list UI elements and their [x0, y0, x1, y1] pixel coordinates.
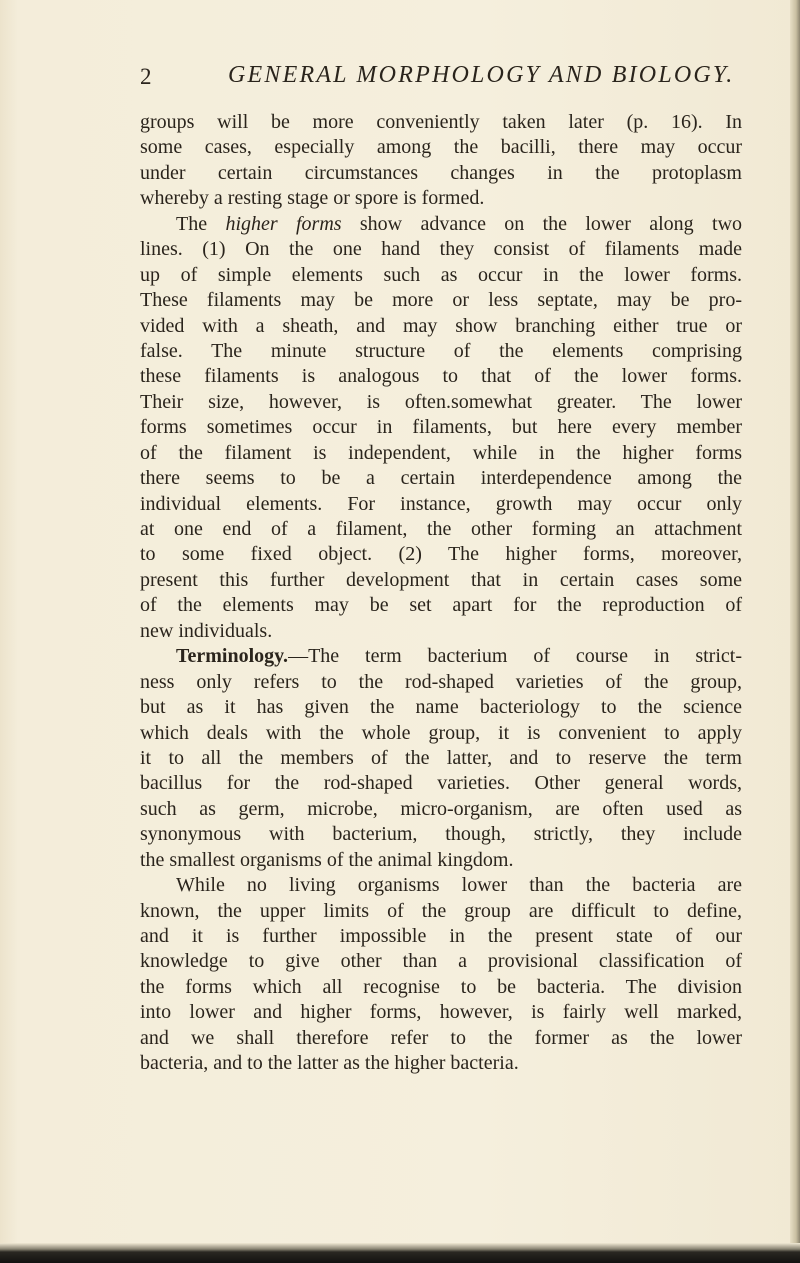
text-line: of the filament is independent, while in the higher forms — [140, 441, 742, 464]
text-line: at one end of a filament, the other forming an attachment — [140, 518, 742, 540]
text-line: such as germ, microbe, micro-organism, are often used as — [140, 797, 742, 820]
text-line: bacillus for the rod-shaped varieties. Other general words, — [140, 772, 742, 795]
text-line: forms sometimes occur in filaments, but here every member — [140, 416, 742, 439]
text-run: —The term bacterium of course in strict- — [288, 645, 742, 668]
text-line: under certain circumstances changes in the protoplasm — [140, 161, 742, 184]
body-text — [140, 110, 742, 1077]
paragraph-first-line: While no living organisms lower than the bacteria are — [176, 874, 742, 897]
text-line: vided with a sheath, and may show branching either true or — [140, 314, 742, 337]
paragraph-first-line — [140, 644, 742, 669]
text-line: these filaments is analogous to that of the lower forms. — [140, 365, 742, 388]
running-head: GENERAL MORPHOLOGY AND BIOLOGY. — [228, 62, 735, 88]
paragraph-first-line — [140, 212, 742, 237]
text-line: synonymous with bacterium, though, strictly, they include — [140, 823, 742, 846]
text-line: knowledge to give other than a provisional classification of — [140, 950, 742, 973]
text-line: the smallest organisms of the animal kingdom. — [140, 848, 514, 871]
text-line: ness only refers to the rod-shaped varieties of the group, — [140, 670, 742, 693]
text-line: but as it has given the name bacteriology to the science — [140, 696, 742, 719]
text-line: into lower and higher forms, however, is fairly well marked, — [140, 1001, 742, 1024]
page-bottom-edge — [0, 1243, 800, 1263]
section-heading-terminology: Terminology. — [176, 645, 289, 668]
text-line: which deals with the whole group, it is convenient to apply — [140, 721, 742, 744]
text-line: and it is further impossible in the present state of our — [140, 925, 742, 947]
text-line: the forms which all recognise to be bacteria. The division — [140, 975, 742, 998]
emphasis-higher-forms: higher forms — [225, 212, 342, 235]
page-edge-shadow — [790, 0, 800, 1263]
text-line: new individuals. — [140, 619, 273, 642]
text-line: up of simple elements such as occur in the lower forms. — [140, 263, 742, 286]
text-line: whereby a resting stage or spore is formed. — [140, 187, 485, 210]
text-line: bacteria, and to the latter as the higher bacteria. — [140, 1052, 519, 1075]
text-line: known, the upper limits of the group are difficult to define, — [140, 899, 742, 922]
text-line: to some fixed object. (2) The higher forms, moreover, — [140, 543, 742, 566]
text-run: show advance on the lower along two — [341, 212, 743, 235]
text-line: individual elements. For instance, growth may occur only — [140, 492, 742, 515]
text-line: false. The minute structure of the elements comprising — [140, 339, 742, 362]
text-line: Their size, however, is often.somewhat greater. The lower — [140, 390, 742, 413]
text-line: lines. (1) On the one hand they consist of filaments made — [140, 238, 742, 261]
text-line: of the elements may be set apart for the reproduction of — [140, 594, 742, 617]
text-line: and we shall therefore refer to the former as the lower — [140, 1026, 742, 1049]
text-line: These filaments may be more or less septate, may be pro- — [140, 289, 742, 312]
page-header — [140, 62, 740, 96]
text-line: present this further development that in certain cases some — [140, 568, 742, 591]
text-line: there seems to be a certain interdependence among the — [140, 467, 742, 490]
text-line: groups will be more conveniently taken later (p. 16). In — [140, 111, 742, 133]
page-number: 2 — [140, 64, 152, 89]
text-line: some cases, especially among the bacilli, there may occur — [140, 136, 742, 159]
text-line: it to all the members of the latter, and to reserve the term — [140, 746, 742, 769]
text-run: The — [176, 212, 226, 235]
